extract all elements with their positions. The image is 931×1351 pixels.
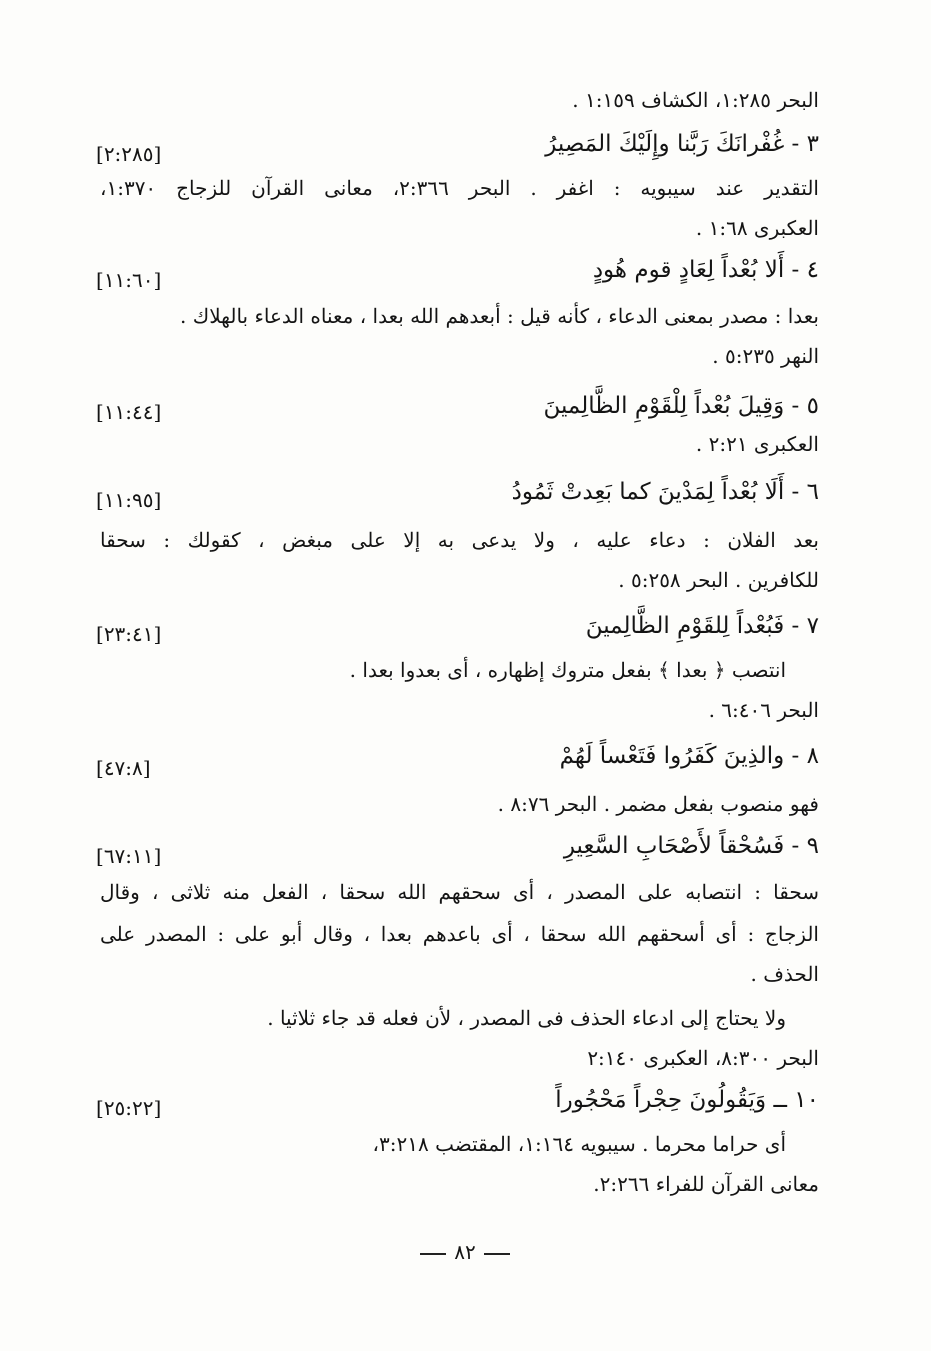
verse-3-ref: [٢:٢٨٥] — [96, 142, 162, 166]
commentary-line: الزجاج : أى أسحقهم الله سحقا ، أى باعدهم بعدا ، وقال أبو على : المصدر على — [100, 922, 819, 946]
commentary-line: البحر ٦:٤٠٦ . — [708, 698, 819, 722]
commentary-line: انتصب ﴿ بعدا ﴾ بفعل متروك إظهاره ، أى بعدوا بعدا . — [349, 658, 786, 682]
commentary-line: العكبرى ٢:٢١ . — [695, 432, 819, 456]
verse-8-ref: [٤٧:٨] — [96, 756, 151, 780]
verse-4: ٤ - أَلا بُعْداً لِعَادٍ قوم هُودٍ — [592, 257, 819, 283]
verse-9-ref: [٦٧:١١] — [96, 844, 162, 868]
page-number-value: ٨٢ — [454, 1240, 476, 1264]
verse-7: ٧ - فَبُعْداً لِلقَوْمِ الظَّالِمينَ — [585, 613, 819, 639]
commentary-line: سحقا : انتصابه على المصدر ، أى سحقهم الله سحقا ، الفعل منه ثلاثى ، وقال — [100, 880, 819, 904]
verse-5-ref: [١١:٤٤] — [96, 400, 162, 424]
commentary-line: للكافرين . البحر ٥:٢٥٨ . — [618, 568, 819, 592]
commentary-line: البحر ٨:٣٠٠، العكبرى ٢:١٤٠ — [587, 1046, 819, 1070]
commentary-line: التقدير عند سيبويه : اغفر . البحر ٢:٣٦٦، معانى القرآن للزجاج ١:٣٧٠، — [100, 176, 819, 200]
commentary-line: فهو منصوب بفعل مضمر . البحر ٨:٧٦ . — [497, 792, 819, 816]
verse-3: ٣ - غُفْرانَكَ رَبَّنا وإِلَيْكَ المَصِيرُ — [545, 131, 819, 157]
verse-5: ٥ - وَقِيلَ بُعْداً لِلْقَوْمِ الظَّالِمينَ — [543, 393, 819, 419]
dash-decoration — [484, 1253, 510, 1255]
page-number — [410, 1240, 520, 1264]
commentary-line: العكبرى ١:٦٨ . — [695, 216, 819, 240]
commentary-line: الحذف . — [750, 962, 819, 986]
commentary-line: بعد الفلان : دعاء عليه ، ولا يدعى به إلا على مبغض ، كقولك : سحقا — [100, 528, 819, 552]
verse-8: ٨ - والذِينَ كَفَرُوا فَتَعْساً لَهُمْ — [559, 743, 819, 769]
verse-9: ٩ - فَسُحْقاً لأَصْحَابِ السَّعِيرِ — [563, 833, 819, 859]
commentary-line: النهر ٥:٢٣٥ . — [712, 344, 819, 368]
verse-6-ref: [١١:٩٥] — [96, 488, 162, 512]
dash-decoration — [420, 1253, 446, 1255]
commentary-line: معانى القرآن للفراء ٢:٢٦٦. — [593, 1172, 819, 1196]
verse-4-ref: [١١:٦٠] — [96, 268, 162, 292]
source-line: البحر ١:٢٨٥، الكشاف ١:١٥٩ . — [572, 88, 819, 112]
commentary-line: بعدا : مصدر بمعنى الدعاء ، كأنه قيل : أبعدهم الله بعدا ، معناه الدعاء بالهلاك . — [180, 304, 819, 328]
verse-10: ١٠ ــ وَيَقُولُونَ حِجْراً مَحْجُوراً — [555, 1087, 819, 1113]
verse-6: ٦ - أَلَا بُعْداً لِمَدْينَ كما بَعِدتْ ثَمُودُ — [511, 479, 819, 505]
commentary-line: ولا يحتاج إلى ادعاء الحذف فى المصدر ، لأن فعله قد جاء ثلاثيا . — [267, 1006, 786, 1030]
verse-7-ref: [٢٣:٤١] — [96, 622, 162, 646]
commentary-line: أى حراما محرما . سيبويه ١:١٦٤، المقتضب ٣:٢١٨، — [372, 1132, 786, 1156]
verse-10-ref: [٢٥:٢٢] — [96, 1096, 162, 1120]
